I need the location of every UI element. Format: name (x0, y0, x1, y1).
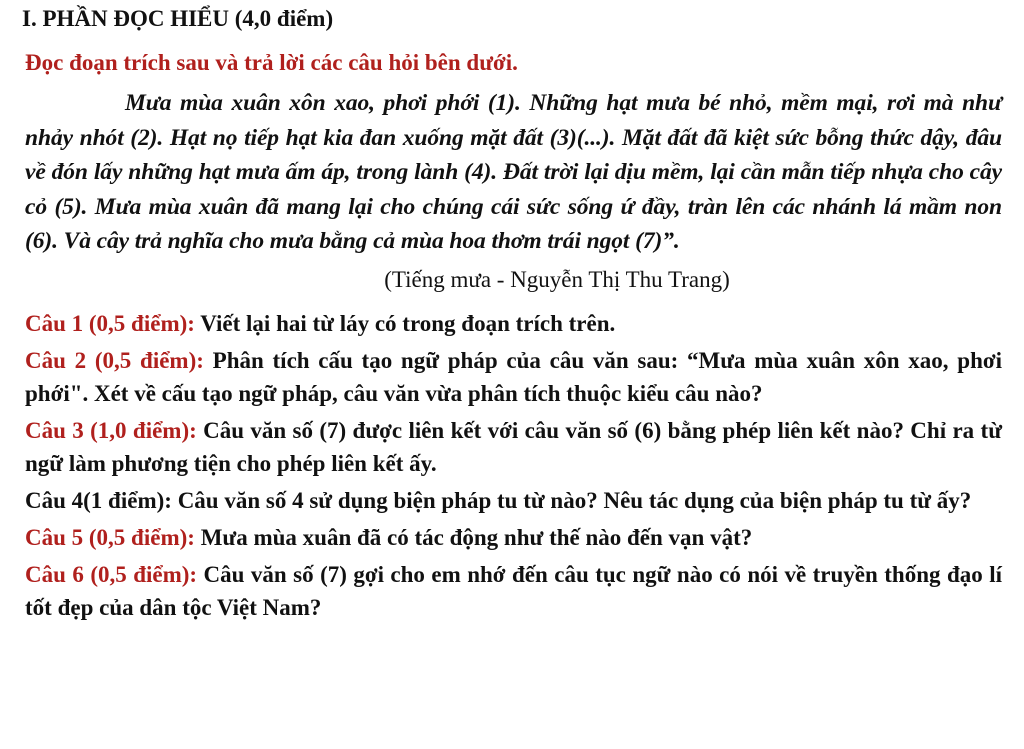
question-1-text: Viết lại hai từ láy có trong đoạn trích trên. (194, 310, 616, 336)
question-2-label: Câu 2 (0,5 điểm): (25, 347, 204, 373)
question-4-label: Câu 4(1 điểm): (25, 487, 172, 513)
passage-text: Mưa mùa xuân xôn xao, phơi phới (1). Những hạt mưa bé nhỏ, mềm mại, rơi mà như nhảy nhót (2). Hạt nọ tiếp hạt kia đan xuống mặt đất (3)(...). Mặt đất đã kiệt sức bỗng thức dậy, đâu về đón lấy những hạt mưa ấm áp, trong lành (4). Đất trời lại dịu mềm, lại cần mẫn tiếp nhựa cho cây cỏ (5). Mưa mùa xuân đã mang lại cho chúng cái sức sống ứ đầy, tràn lên các nhánh lá mầm non (6). Và cây trả nghĩa cho mưa bằng cả mùa hoa thơm trái ngọt (7)”. (25, 90, 1002, 254)
question-3-text: Câu văn số (7) được liên kết với câu văn số (6) bằng phép liên kết nào? Chỉ ra từ ngữ làm phương tiện cho phép liên kết ấy. (25, 417, 1002, 476)
question-5-text: Mưa mùa xuân đã có tác động như thế nào đến vạn vật? (194, 524, 753, 550)
question-3 (25, 414, 1002, 480)
question-1-label: Câu 1 (0,5 điểm): (25, 310, 195, 336)
question-4-text: Câu văn số 4 sử dụng biện pháp tu từ nào? Nêu tác dụng của biện pháp tu từ ấy? (171, 487, 972, 513)
question-6-label: Câu 6 (0,5 điểm): (25, 561, 198, 587)
question-2-text: Phân tích cấu tạo ngữ pháp của câu văn sau: “Mưa mùa xuân xôn xao, phơi phới". Xét về cấu tạo ngữ pháp, câu văn vừa phân tích thuộc kiểu câu nào? (25, 347, 1003, 406)
question-5 (25, 521, 1002, 554)
question-4 (25, 484, 1002, 517)
instruction: Đọc đoạn trích sau và trả lời các câu hỏi bên dưới. (25, 50, 518, 75)
question-1 (25, 307, 1002, 340)
question-6 (25, 558, 1002, 624)
question-5-label: Câu 5 (0,5 điểm): (25, 524, 195, 550)
section-title: I. PHẦN ĐỌC HIỂU (4,0 điểm) (22, 6, 334, 31)
question-3-label: Câu 3 (1,0 điểm): (25, 417, 197, 443)
question-2 (25, 344, 1002, 410)
passage-source: (Tiếng mưa - Nguyễn Thị Thu Trang) (384, 266, 730, 292)
question-6-text: Câu văn số (7) gợi cho em nhớ đến câu tục ngữ nào có nói về truyền thống đạo lí tốt đẹp của dân tộc Việt Nam? (25, 561, 1002, 620)
